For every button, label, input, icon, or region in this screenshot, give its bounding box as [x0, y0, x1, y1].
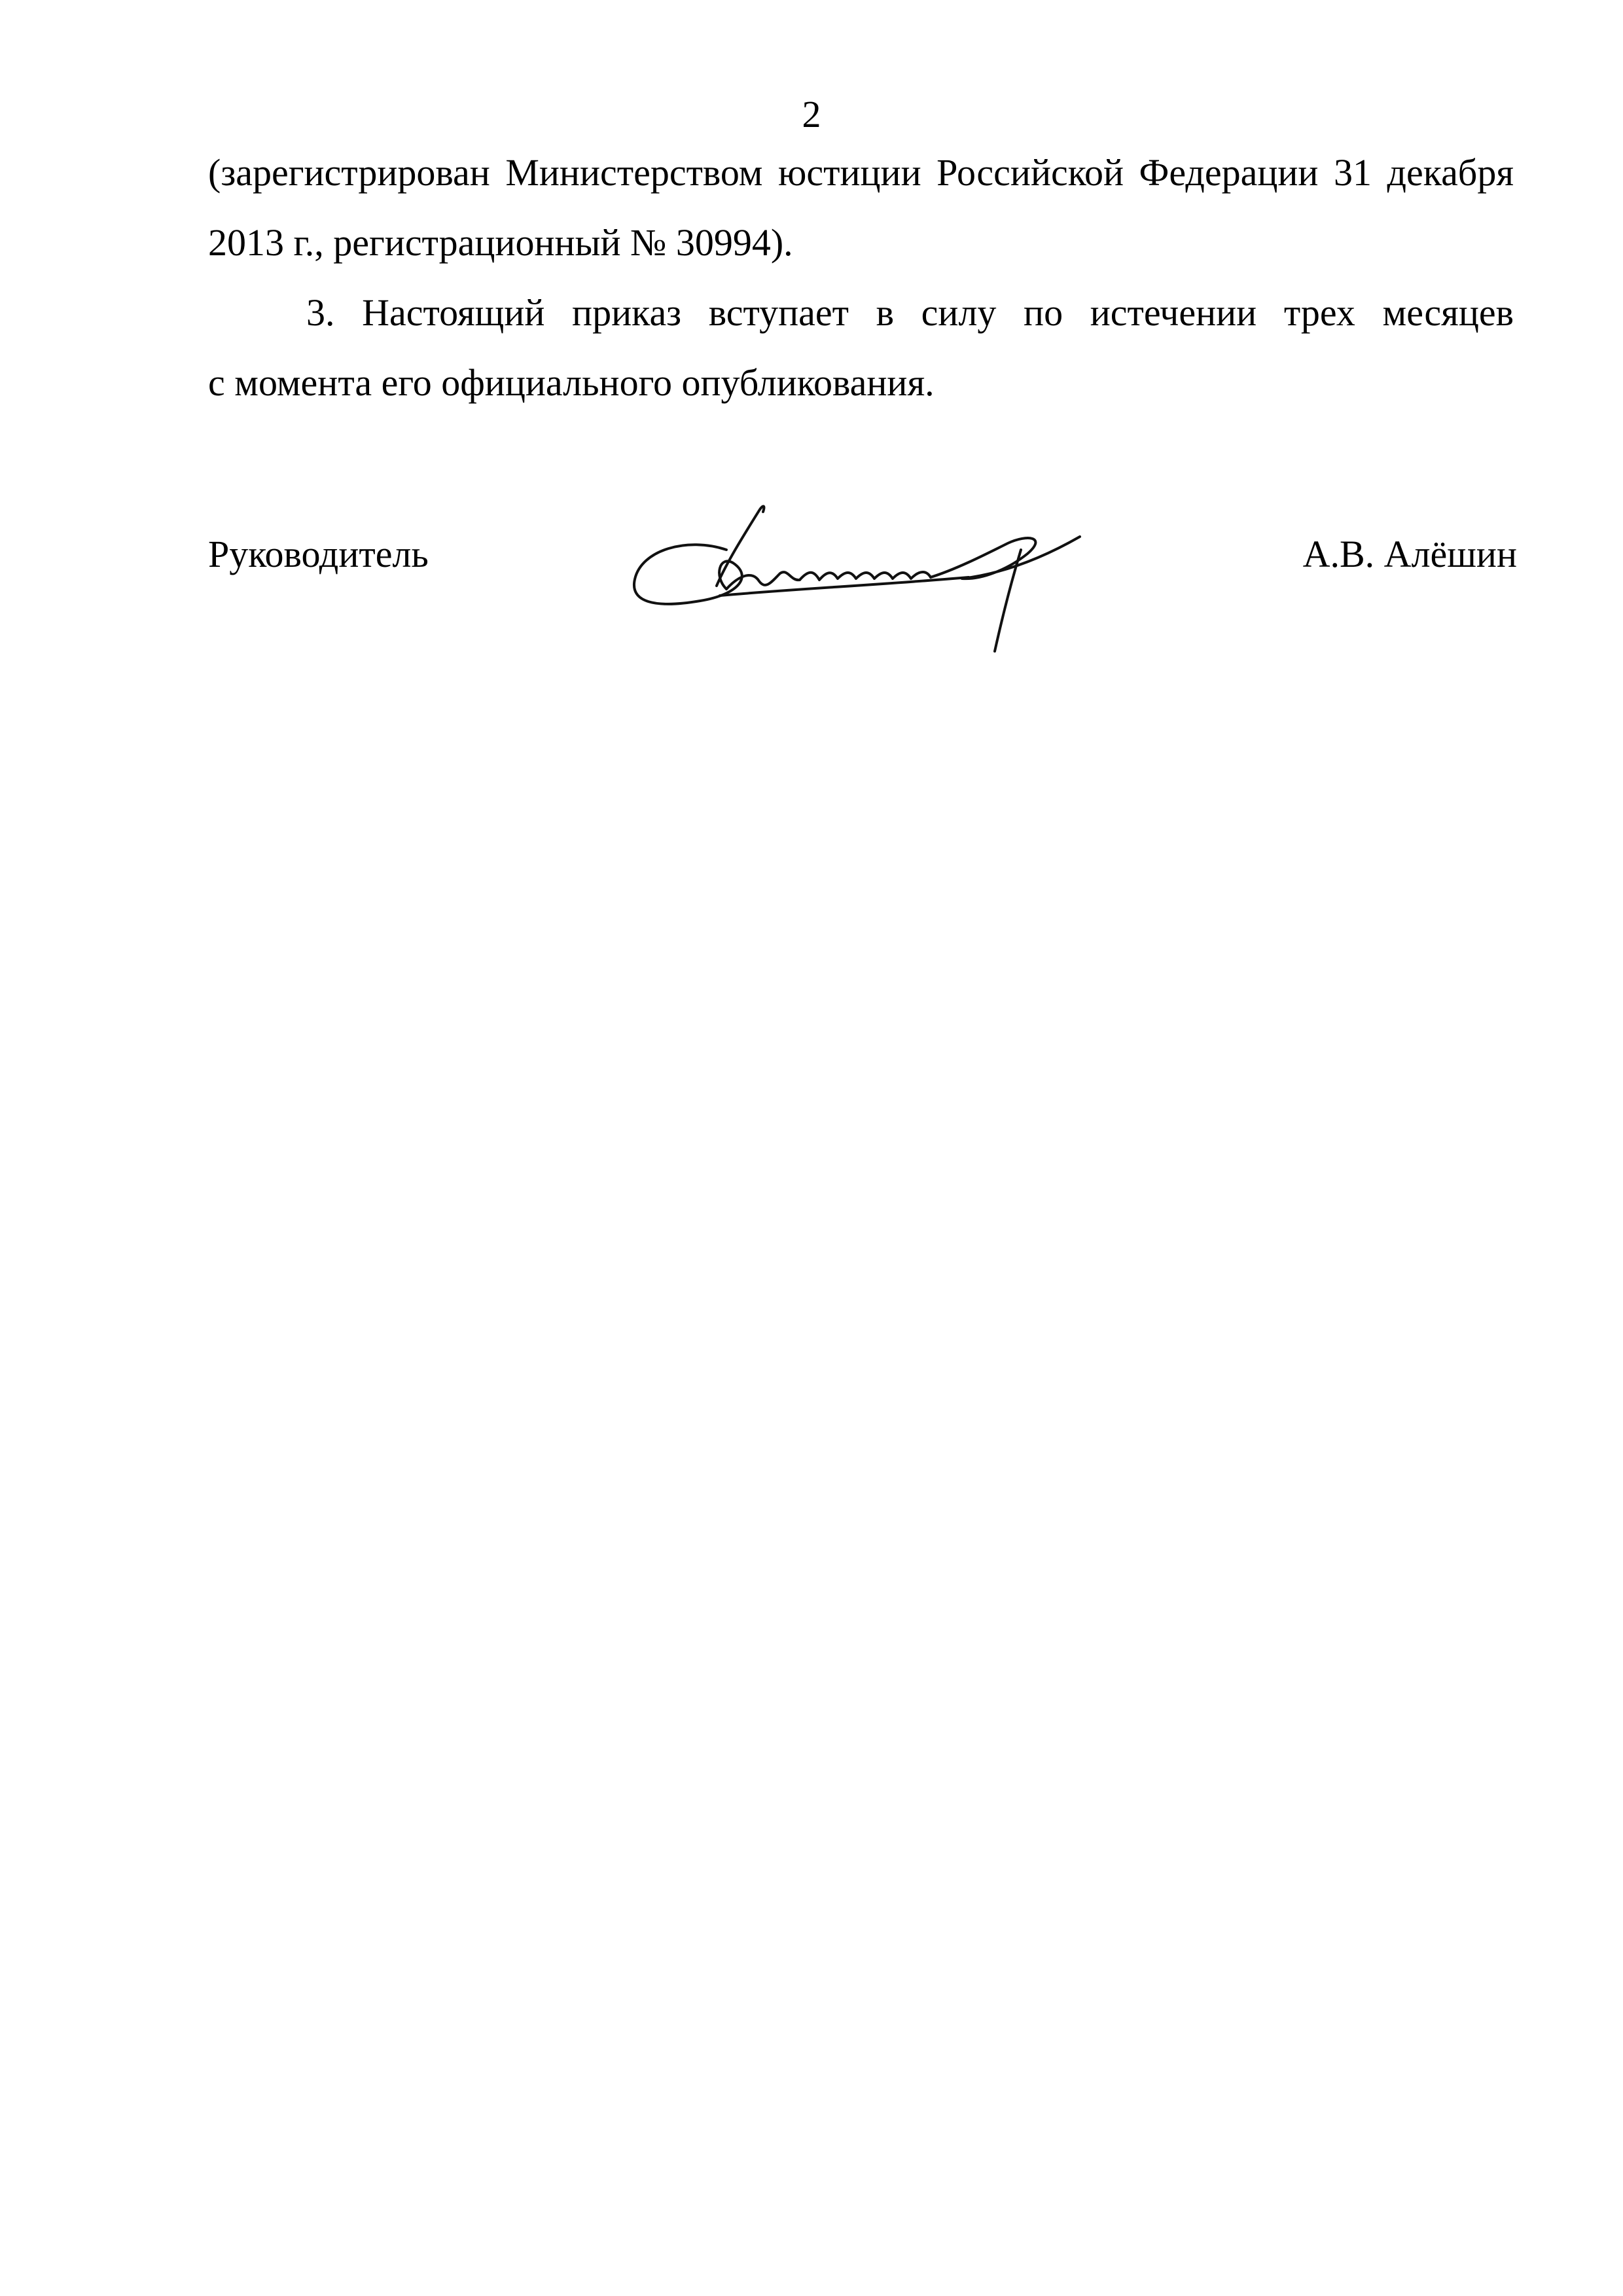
signatory-title: Руководитель: [208, 533, 429, 575]
page-number: 2: [802, 93, 821, 135]
paragraph-line: 3. Настоящий приказ вступает в силу по истечении трех месяцев: [306, 291, 1514, 334]
paragraph-effective-date: [208, 278, 1514, 418]
paragraph-line: 2013 г., регистрационный № 30994).: [208, 221, 793, 264]
paragraph-line: с момента его официального опубликования.: [208, 361, 935, 404]
handwritten-signature: [628, 497, 1139, 655]
paragraph-registration: [208, 137, 1514, 278]
signatory-name: А.В. Алёшин: [1302, 533, 1517, 575]
paragraph-line: (зарегистрирован Министерством юстиции Российской Федерации 31 декабря: [208, 151, 1514, 194]
